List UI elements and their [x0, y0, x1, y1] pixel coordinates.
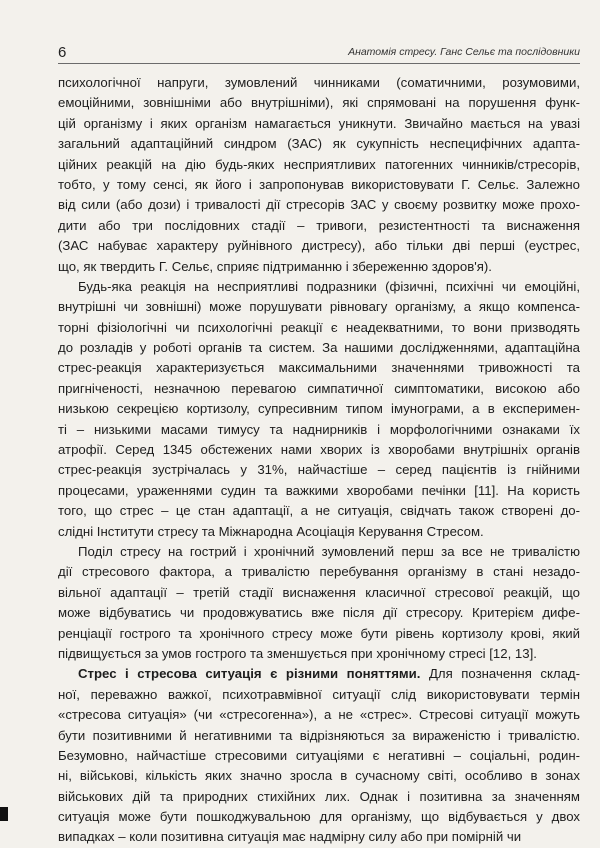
text-line: ренціації гострого та хронічного стресу може бути рівень кортизолу крові, який — [58, 625, 580, 641]
text-line: до розладів у роботі органів та систем. За нашими дослідженнями, адаптаційна — [58, 340, 580, 356]
text-line: психологічної напруги, зумовлений чинниками (соматичними, розумовими, — [58, 75, 580, 90]
text-line: пригніченості, незначною перевагою симпатичної симптоматики, високою або — [58, 380, 580, 396]
text-line: внутрішні чи зовнішні) може порушувати рівновагу організму, а якщо компенса- — [58, 299, 580, 315]
paragraph — [58, 73, 580, 277]
text-line: загальний адаптаційний синдром (ЗАС) як сукупність неспецифічних адапта- — [58, 136, 580, 152]
text-line: Поділ стресу на гострий і хронічний зумовлений перш за все не тривалістю — [78, 543, 580, 559]
text-line: Безумовно, найчастіше стресовими ситуаціями є негативні – соціальні, родин- — [58, 747, 580, 763]
text-line: емоційними, зовнішніми або внутрішніми), які спрямовані на порушення функ- — [58, 95, 580, 111]
text-line: слідні Інститути стресу та Міжнародна Асоціація Керування Стресом. — [58, 523, 484, 539]
text-line: Стрес і стресова ситуація є різними поняттями. Для позначення склад- — [78, 666, 580, 682]
text-line: ситуація може бути пошкоджувальною для організму, що відбувається у двох — [58, 809, 580, 825]
running-header — [58, 42, 580, 64]
text-line: що, як твердить Г. Сельє, сприяє підтриманню і збереженню здоров'я). — [58, 258, 492, 274]
text-line: стрес-реакція зустрічалась у 31%, найчастіше – серед пацієнтів із гнійними — [58, 462, 580, 478]
page-number: 6 — [58, 44, 67, 61]
text-line: від сили (або дози) і тривалості дії стресорів ЗАС у своєму розвитку може прохо- — [58, 197, 580, 213]
text-line: підвищується за умов гострого та зменшується при хронічному стресі [12, 13]. — [58, 645, 537, 661]
text-line: бути позитивними й негативними та відрізняються за вираженістю і тривалістю. — [58, 727, 580, 743]
paragraph — [58, 542, 580, 664]
bold-lead-phrase: Стрес і стресова ситуація є різними поняттями. — [78, 666, 421, 682]
text-line: атрофії. Серед 1345 обстежених нами хворих із хворобами внутрішніх органів — [58, 442, 580, 458]
paragraph — [58, 664, 580, 848]
text-line: вільної адаптації – третій стадії виснаження класичної стресової реакцій, що — [58, 584, 580, 600]
text-line: цій організму і яких організм намагається уникнути. Звичайно мається на увазі — [58, 115, 580, 131]
text-line: ної, переважно важкої, психотравмівної ситуації слід використовувати термін — [58, 686, 580, 702]
corner-mark — [0, 807, 8, 821]
running-title: Анатомія стресу. Ганс Сельє та послідовники — [348, 46, 580, 58]
text-line: того, що стрес – це стан адаптації, а не ситуація, свідчать також створені до- — [58, 503, 580, 519]
text-line: процесами, ураженнями судин та важкими хворобами печінки [11]. На користь — [58, 482, 580, 498]
text-line: торні фізіологічні чи психологічні реакції є неадекватними, то вони призводять — [58, 319, 580, 335]
text-line: Будь-яка реакція на несприятливі подразники (фізичні, психічні чи емоційні, — [78, 278, 580, 294]
text-line: «стресова ситуація» (чи «стресогенна»), а не «стрес». Стресові ситуації можуть — [58, 707, 580, 723]
text-line: військових дій та природних стихійних лих. Однак і позитивна за значенням — [58, 788, 580, 804]
text-line: ційних реакцій на дію будь-яких несприятливих патогенних чинників/стресорів, — [58, 156, 580, 172]
text-line: ні, військові, кількість яких значно зросла в сучасному світі, особливо в зонах — [58, 768, 580, 784]
text-line: ті – низькими масами тимусу та наднирників і морфологічними ознаками їх — [58, 421, 580, 437]
text-line: тобто, у тому сенсі, як його і запропонував використовувати Г. Сельє. Залежно — [58, 176, 580, 192]
text-line: (ЗАС набуває характеру руйнівного дистресу), або тільки дві перші (еустрес, — [58, 238, 580, 254]
text-line: дити або три послідовних стадії – тривоги, резистентності та виснаження — [58, 217, 580, 233]
header-rule — [58, 63, 580, 64]
text-line: може відбуватись чи продовжуватись вже після дії стресору. Критерієм дифе- — [58, 605, 580, 621]
text-line: стрес-реакція характеризується максимальними значеннями тривожності та — [58, 360, 580, 376]
paragraph — [58, 277, 580, 542]
text-line: дії стресового фактора, а тривалістю перебування організму в стані незадо- — [58, 564, 580, 580]
text-line: випадках – коли позитивна ситуація має надмірну силу або при помірній чи — [58, 829, 522, 845]
body-text — [58, 73, 580, 848]
text-line: низькою секрецією кортизолу, супресивним типом імунограми, а в експеримен- — [58, 401, 580, 417]
